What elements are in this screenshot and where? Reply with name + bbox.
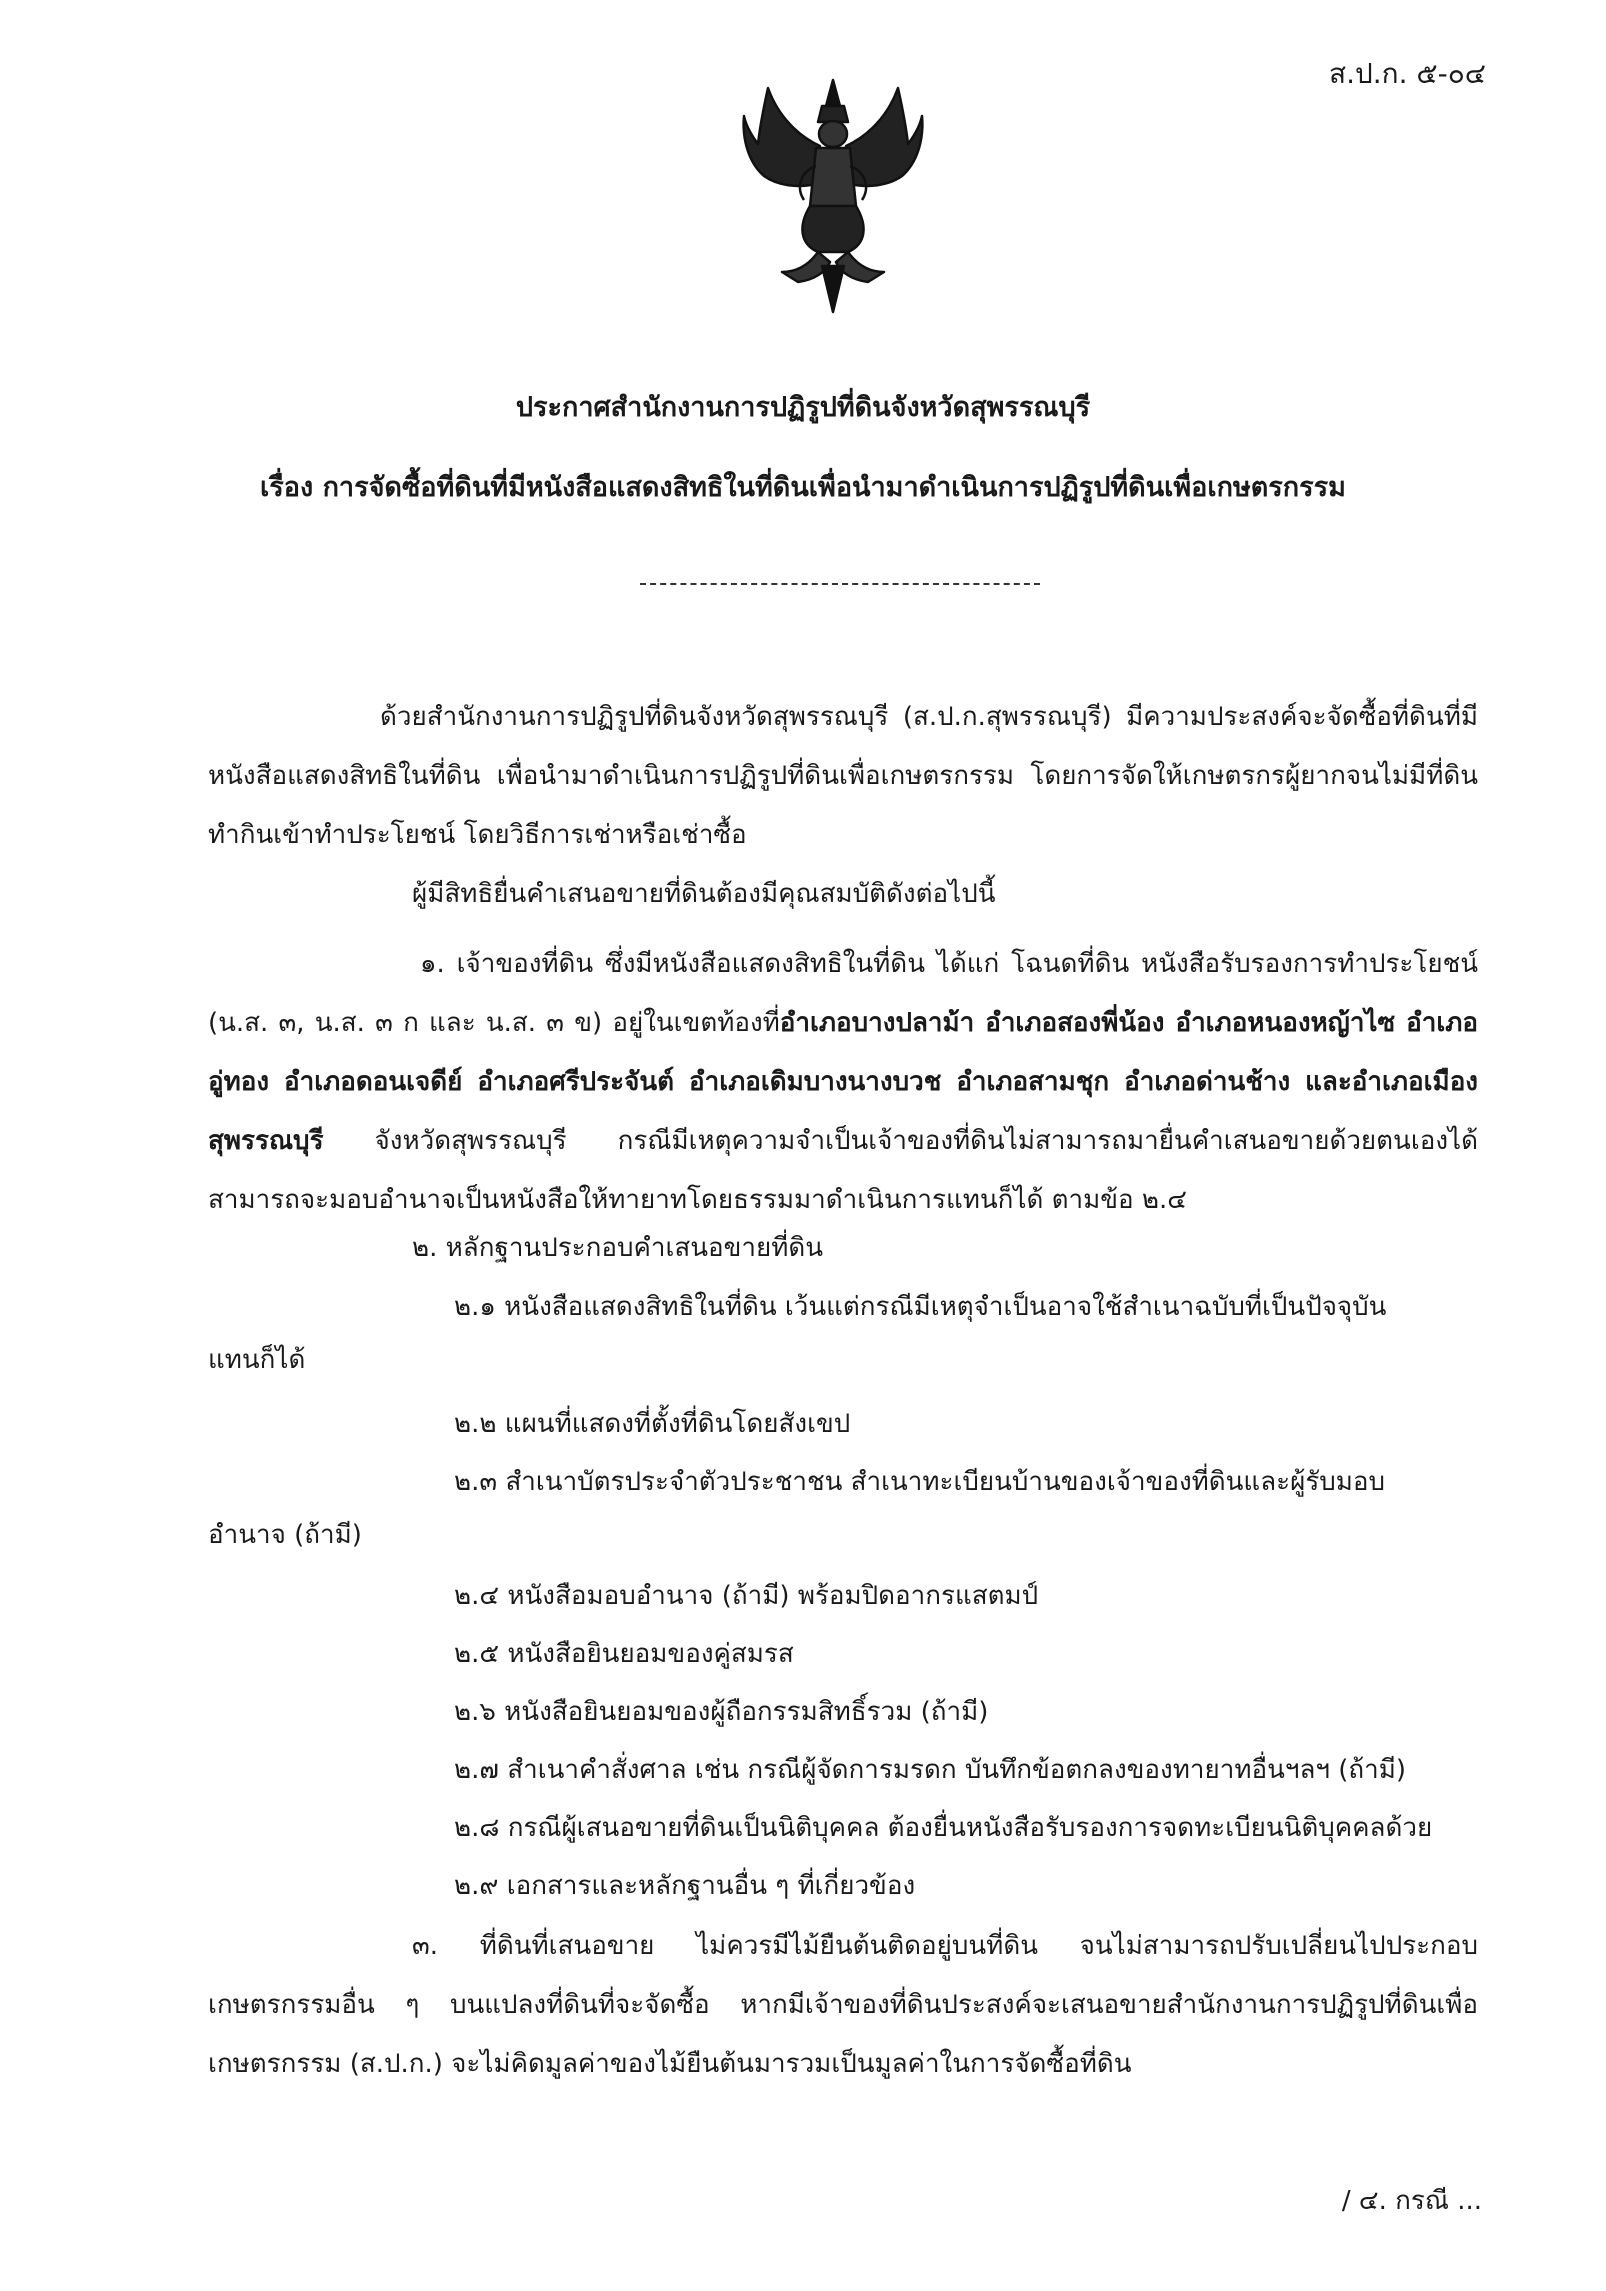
item-1-districts: อำเภอบางปลาม้า อำเภอสองพี่น้อง อำเภอหนองหญ้าไซ อำเภออู่ทอง อำเภอดอนเจดีย์ อำเภอศรีประจันต์ อำเภอเดิมบางนางบวช อำเภอสามชุก อำเภอด่านช้าง และอำเภอเมืองสุพรรณบุรี <box>208 1008 1478 1156</box>
item-2-3: ๒.๓ สำเนาบัตรประจำตัวประชาชน สำเนาทะเบียนบ้านของเจ้าของที่ดินและผู้รับมอบ <box>454 1467 1386 1497</box>
page-continuation: / ๔. กรณี ... <box>1341 2186 1482 2216</box>
item-1-text-a: ๑. เจ้าของที่ดิน ซึ่งมีหนังสือแสดงสิทธิในที่ดิน ได้แก่ โฉนดที่ดิน หนังสือรับรองการทำประโยชน์ (น.ส. ๓, น.ส. ๓ ก และ น.ส. ๓ ข) อยู่ในเขตท้องที่ <box>208 949 1478 1038</box>
item-2-heading: ๒. หลักฐานประกอบคำเสนอขายที่ดิน <box>412 1233 824 1263</box>
item-1-text-b: จังหวัดสุพรรณบุรี กรณีมีเหตุความจำเป็นเจ้าของที่ดินไม่สามารถมายื่นคำเสนอขายด้วยตนเองได้ สามารถจะมอบอำนาจเป็นหนังสือให้ทายาทโดยธรรมมาดำเนินการแทนก็ได้ ตามข้อ ๒.๔ <box>208 1126 1478 1215</box>
item-2-9: ๒.๙ เอกสารและหลักฐานอื่น ๆ ที่เกี่ยวข้อง <box>454 1871 916 1901</box>
item-3-paragraph: ๓. ที่ดินที่เสนอขาย ไม่ควรมีไม้ยืนต้นติดอยู่บนที่ดิน จนไม่สามารถปรับเปลี่ยนไปประกอบเกษตรกรรมอื่น ๆ บนแปลงที่ดินที่จะจัดซื้อ หากมีเจ้าของที่ดินประสงค์จะเสนอขายสำนักงานการปฏิรูปที่ดินเพื่อเกษตรกรรม (ส.ป.ก.) จะไม่คิดมูลค่าของไม้ยืนต้นมารวมเป็นมูลค่าในการจัดซื้อที่ดิน <box>208 1931 1478 2079</box>
form-code: ส.ป.ก. ๕-๐๔ <box>1329 57 1486 90</box>
item-2-1-continuation: แทนก็ได้ <box>208 1345 306 1375</box>
item-2-4: ๒.๔ หนังสือมอบอำนาจ (ถ้ามี) พร้อมปิดอากรแสตมป์ <box>454 1581 1039 1611</box>
garuda-emblem-icon <box>738 76 928 314</box>
qualification-intro: ผู้มีสิทธิยื่นคำเสนอขายที่ดินต้องมีคุณสมบัติดังต่อไปนี้ <box>412 879 996 909</box>
item-2-6: ๒.๖ หนังสือยินยอมของผู้ถือกรรมสิทธิ์รวม (ถ้ามี) <box>454 1697 989 1727</box>
item-2-5: ๒.๕ หนังสือยินยอมของคู่สมรส <box>454 1639 794 1669</box>
announcement-title: ประกาศสำนักงานการปฏิรูปที่ดินจังหวัดสุพรรณบุรี <box>515 392 1091 423</box>
item-1-paragraph <box>208 935 1478 1230</box>
intro-paragraph: ด้วยสำนักงานการปฏิรูปที่ดินจังหวัดสุพรรณบุรี (ส.ป.ก.สุพรรณบุรี) มีความประสงค์จะจัดซื้อที่ดินที่มีหนังสือแสดงสิทธิในที่ดิน เพื่อนำมาดำเนินการปฏิรูปที่ดินเพื่อเกษตรกรรม โดยการจัดให้เกษตรกรผู้ยากจนไม่มีที่ดินทำกินเข้าทำประโยชน์ โดยวิธีการเช่าหรือเช่าซื้อ <box>208 702 1478 850</box>
item-2-2: ๒.๒ แผนที่แสดงที่ตั้งที่ดินโดยสังเขป <box>454 1409 851 1439</box>
announcement-subject: เรื่อง การจัดซื้อที่ดินที่มีหนังสือแสดงสิทธิในที่ดินเพื่อนำมาดำเนินการปฏิรูปที่ดินเพื่อเกษตรกรรม <box>260 472 1346 503</box>
item-2-3-continuation: อำนาจ (ถ้ามี) <box>208 1520 362 1550</box>
item-2-8: ๒.๘ กรณีผู้เสนอขายที่ดินเป็นนิติบุคคล ต้องยื่นหนังสือรับรองการจดทะเบียนนิติบุคคลด้วย <box>454 1813 1433 1843</box>
item-2-1: ๒.๑ หนังสือแสดงสิทธิในที่ดิน เว้นแต่กรณีมีเหตุจำเป็นอาจใช้สำเนาฉบับที่เป็นปัจจุบัน <box>454 1292 1387 1322</box>
separator-line <box>640 583 1040 585</box>
item-2-7: ๒.๗ สำเนาคำสั่งศาล เช่น กรณีผู้จัดการมรดก บันทึกข้อตกลงของทายาทอื่นฯลฯ (ถ้ามี) <box>454 1755 1407 1785</box>
